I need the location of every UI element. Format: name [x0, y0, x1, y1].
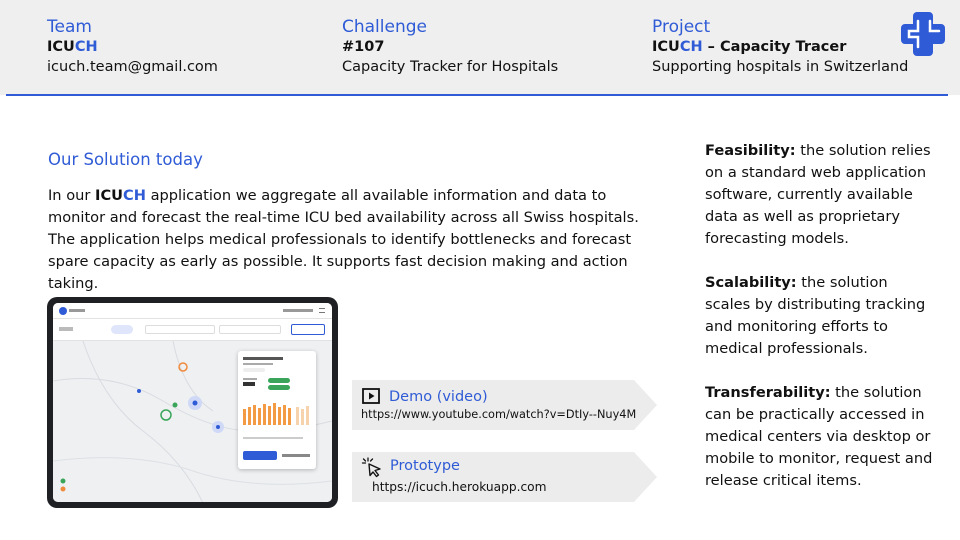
cursor-click-icon — [360, 456, 384, 478]
demo-url[interactable]: https://www.youtube.com/watch?v=DtIy--Nuy4M — [361, 408, 637, 421]
project-subtitle: Supporting hospitals in Switzerland — [652, 59, 909, 75]
app-searchbar — [53, 319, 332, 341]
play-icon — [362, 388, 380, 404]
app-topbar — [53, 303, 332, 319]
challenge-title: Capacity Tracker for Hospitals — [342, 59, 559, 75]
solution-description: In our ICUCH application we aggregate all available information and data to monitor and forecast the real-time ICU bed availability across all Swiss hospitals. The application helps medical professionals to identify bottlenecks and forecast spare capacity as early as possible. It supports fast decision making and action taking. — [48, 187, 639, 292]
prototype-title[interactable]: Prototype — [390, 458, 460, 474]
scalability-paragraph: Scalability: the solution scales by distributing tracking and monitoring efforts to medical professionals. — [705, 274, 926, 357]
side-criteria — [705, 140, 937, 514]
prototype-url[interactable]: https://icuch.herokuapp.com — [372, 480, 547, 494]
transferability-paragraph: Transferability: the solution can be practically accessed in medical centers via desktop or mobile to monitor, request and release critical items. — [705, 384, 933, 489]
project-name: ICUCH – Capacity Tracer — [652, 39, 847, 55]
team-heading: Team — [47, 17, 92, 37]
hospital-detail-card — [238, 351, 316, 469]
app-screenshot-tablet — [47, 297, 338, 508]
challenge-heading: Challenge — [342, 17, 427, 37]
project-column — [652, 17, 908, 77]
challenge-number: #107 — [342, 39, 385, 55]
solution-title: Our Solution today — [48, 150, 203, 169]
team-email: icuch.team@gmail.com — [47, 59, 218, 75]
swiss-cross-icon — [901, 10, 947, 56]
team-name: ICUCH — [47, 39, 98, 55]
project-heading: Project — [652, 17, 711, 37]
feasibility-paragraph: Feasibility: the solution relies on a standard web application software, currently available data as well as proprietary forecasting models. — [705, 142, 931, 247]
header-divider — [6, 94, 948, 96]
demo-title[interactable]: Demo (video) — [389, 389, 488, 405]
challenge-column — [342, 17, 558, 77]
demo-link-box[interactable] — [352, 380, 658, 430]
app-screenshot — [53, 303, 332, 502]
team-column — [47, 17, 218, 77]
